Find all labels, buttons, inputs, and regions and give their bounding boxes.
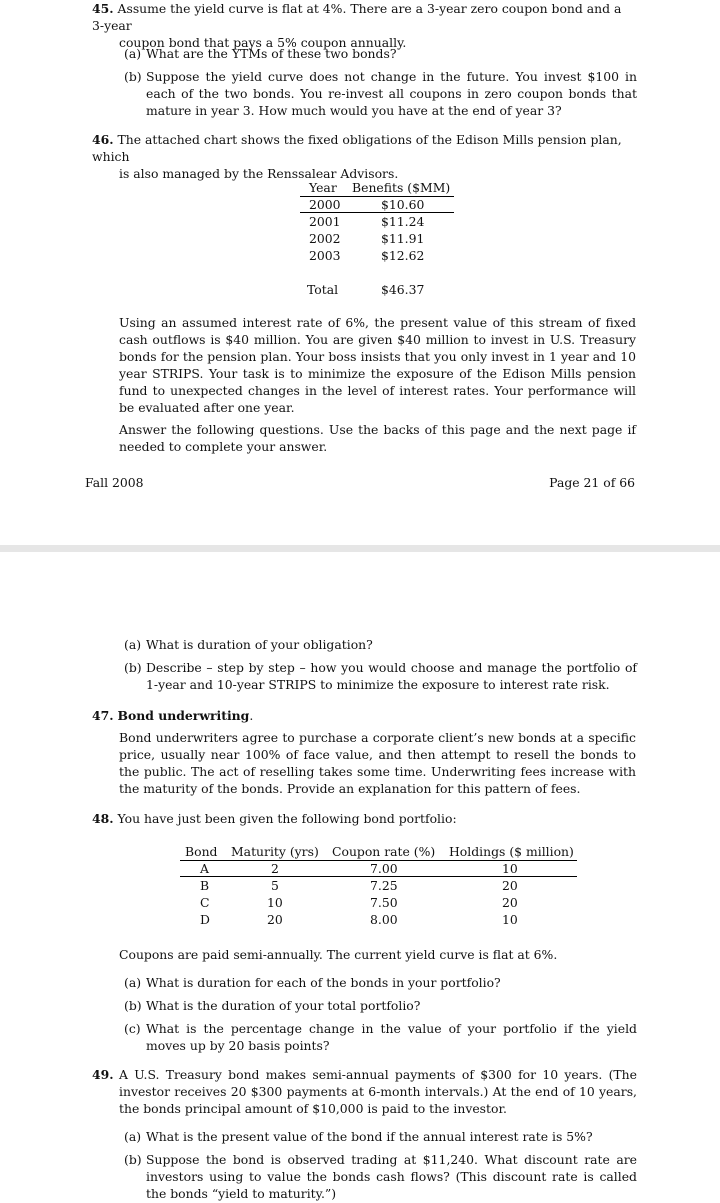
table-header: Maturity (yrs) [231, 844, 319, 859]
table-cell: 20 [502, 878, 518, 893]
question-48 [92, 810, 637, 827]
question-number: 47. [92, 708, 114, 723]
question-number: 46. [92, 132, 114, 147]
table-header: Benefits ($MM) [352, 180, 451, 195]
paragraph: Answer the following questions. Use the backs of this page and the next page if needed to complete your answer. [119, 422, 636, 454]
question-49-parts [119, 1128, 637, 1202]
part-c: (c) What is the percentage change in the value of your portfolio if the yield moves up by 20 basis points? [124, 1021, 637, 1053]
table-cell: 10 [502, 912, 518, 927]
table-cell: 10 [502, 861, 518, 876]
page-21 [0, 0, 720, 545]
table-cell: 7.50 [370, 895, 398, 910]
part-a: (a) What are the YTMs of these two bonds? [124, 46, 397, 61]
table-cell: 7.25 [370, 878, 398, 893]
question-text-cont: coupon bond that pays a 5% coupon annually. [119, 35, 407, 50]
table-cell: $10.60 [381, 197, 425, 212]
question-46-parts [119, 636, 637, 693]
table-cell: 20 [502, 895, 518, 910]
question-48-parts [119, 974, 637, 1054]
table-total-value: $46.37 [381, 282, 425, 297]
table-cell: $11.24 [381, 214, 425, 229]
table-cell: $11.91 [381, 231, 425, 246]
paragraph: Using an assumed interest rate of 6%, the present value of this stream of fixed cash outflows is $40 million. You are given $40 million to invest in U.S. Treasury bonds for the pension plan. Your boss insists that you only invest in 1 year and 10 year STRIPS. Your task is to minimize the exposure of the Edison Mills pension fund to unexpected changes in the level of interest rates. Your performance will be evaluated after one year. [119, 315, 636, 415]
question-title: Bond underwriting [117, 708, 250, 723]
part-b: (b) Suppose the bond is observed trading at $11,240. What discount rate are investors using to value the bonds cash flows? (This discount rate is called the bonds “yield to maturity.”) [124, 1152, 637, 1201]
question-46 [92, 131, 637, 182]
table-cell: A [200, 861, 209, 876]
part-a: (a) What is duration of your obligation? [124, 637, 373, 652]
question-text: You have just been given the following bond portfolio: [117, 811, 457, 826]
table-total-label: Total [307, 282, 339, 297]
question-text: Assume the yield curve is flat at 4%. There are a 3-year zero coupon bond and a 3-year [92, 1, 622, 33]
table-cell: $12.62 [381, 248, 425, 263]
table-header: Coupon rate (%) [332, 844, 436, 859]
question-number: 49. [92, 1067, 114, 1082]
part-b: (b) What is the duration of your total portfolio? [124, 998, 421, 1013]
question-number: 45. [92, 1, 114, 16]
table-cell: B [200, 878, 210, 893]
table-cell: 2 [271, 861, 279, 876]
footer-page-number: Page 21 of 66 [549, 475, 635, 490]
question-45-parts [119, 45, 637, 119]
page-22 [0, 552, 720, 1203]
question-47: 47. Bond underwriting. [92, 708, 254, 723]
table-cell: 7.00 [370, 861, 398, 876]
table-cell: 5 [271, 878, 279, 893]
paragraph: Bond underwriters agree to purchase a corporate client’s new bonds at a specific price, usually near 100% of face value, and then attempt to resell the bonds to the public. The act of reselling takes some time. Underwriting fees increase with the maturity of the bonds. Provide an explanation for this pattern of fees. [119, 730, 636, 796]
table-cell: 2001 [309, 214, 341, 229]
table-cell: 2002 [309, 231, 341, 246]
table-header: Year [309, 180, 337, 195]
footer-term: Fall 2008 [85, 475, 144, 490]
question-number: 48. [92, 811, 114, 826]
question-45 [92, 0, 637, 51]
table-header: Bond [185, 844, 218, 859]
part-b: (b) Describe – step by step – how you would choose and manage the portfolio of 1-year and 10-year STRIPS to minimize the exposure to interest rate risk. [124, 660, 637, 692]
table-cell: 8.00 [370, 912, 398, 927]
question-text-cont: is also managed by the Renssalear Advisors. [119, 166, 399, 181]
question-text: The attached chart shows the fixed obligations of the Edison Mills pension plan, which [92, 132, 622, 164]
page-separator [0, 545, 720, 552]
table-header: Holdings ($ million) [449, 844, 574, 859]
paragraph: Coupons are paid semi-annually. The current yield curve is flat at 6%. [119, 947, 558, 962]
question-49 [92, 1066, 637, 1117]
part-a: (a) What is duration for each of the bonds in your portfolio? [124, 975, 501, 990]
part-b: (b) Suppose the yield curve does not change in the future. You invest $100 in each of the two bonds. You re-invest all coupons in zero coupon bonds that mature in year 3. How much would you have at the end of year 3? [124, 69, 637, 118]
table-cell: C [200, 895, 210, 910]
question-text: A U.S. Treasury bond makes semi-annual payments of $300 for 10 years. (The investor receives 20 $300 payments at 6-month intervals.) At the end of 10 years, the bonds principal amount of $10,000 is paid to the investor. [119, 1067, 637, 1116]
table-cell: 10 [267, 895, 283, 910]
table-cell: D [200, 912, 210, 927]
table-cell: 2003 [309, 248, 341, 263]
table-cell: 2000 [309, 197, 341, 212]
table-cell: 20 [267, 912, 283, 927]
part-a: (a) What is the present value of the bond if the annual interest rate is 5%? [124, 1129, 593, 1144]
